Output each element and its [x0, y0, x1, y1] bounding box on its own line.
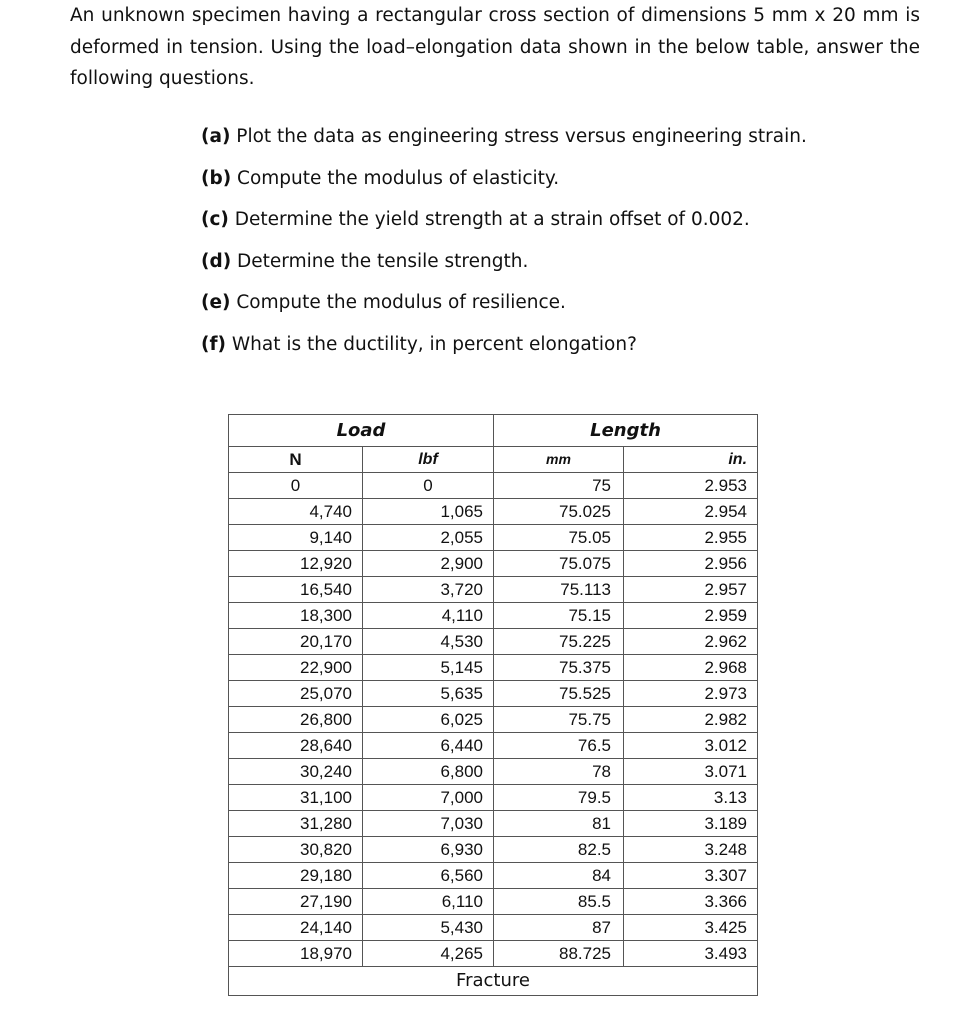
length-in-cell: 3.307: [624, 863, 758, 889]
table-row: [229, 629, 758, 655]
question-c: [201, 205, 881, 247]
load-lbf-cell: 6,440: [363, 733, 494, 759]
table-row: [229, 525, 758, 551]
question-label: (d): [201, 250, 232, 272]
table-row: [229, 577, 758, 603]
load-elongation-table: [228, 414, 757, 996]
length-in-cell: 3.189: [624, 811, 758, 837]
length-mm-cell: 75.025: [494, 499, 624, 525]
load-lbf-cell: 2,055: [363, 525, 494, 551]
unit-header-lbf: lbf: [363, 447, 494, 473]
length-mm-cell: 75.225: [494, 629, 624, 655]
load-n-cell: 12,920: [229, 551, 363, 577]
length-mm-cell: 84: [494, 863, 624, 889]
table-row: [229, 889, 758, 915]
load-n-cell: 30,820: [229, 837, 363, 863]
table-row: [229, 707, 758, 733]
length-in-cell: 3.248: [624, 837, 758, 863]
question-label: (a): [201, 126, 231, 147]
question-text: Determine the tensile strength.: [237, 250, 529, 272]
length-header: Length: [494, 415, 758, 447]
question-list: [201, 122, 881, 372]
question-label: (e): [201, 292, 231, 314]
load-n-cell: 22,900: [229, 655, 363, 681]
length-in-cell: 3.071: [624, 759, 758, 785]
length-mm-cell: 75.075: [494, 551, 624, 577]
length-in-cell: 2.957: [624, 577, 758, 603]
load-lbf-cell: 6,930: [363, 837, 494, 863]
load-lbf-cell: 4,530: [363, 629, 494, 655]
question-e: [201, 288, 881, 330]
length-mm-cell: 85.5: [494, 889, 624, 915]
length-in-cell: 2.959: [624, 603, 758, 629]
load-n-cell: 25,070: [229, 681, 363, 707]
length-mm-cell: 87: [494, 915, 624, 941]
length-in-cell: 2.968: [624, 655, 758, 681]
table-row: [229, 941, 758, 967]
length-mm-cell: 75.375: [494, 655, 624, 681]
question-f: [201, 330, 881, 372]
table-row: [229, 473, 758, 499]
load-lbf-cell: 6,560: [363, 863, 494, 889]
table-row: [229, 759, 758, 785]
load-lbf-cell: 4,110: [363, 603, 494, 629]
question-label: (f): [201, 333, 226, 355]
question-a: [201, 122, 881, 164]
load-n-cell: 29,180: [229, 863, 363, 889]
table-body: [229, 473, 758, 967]
length-mm-cell: 78: [494, 759, 624, 785]
load-n-cell: 20,170: [229, 629, 363, 655]
fracture-label: Fracture: [229, 967, 758, 996]
table-row: [229, 499, 758, 525]
load-n-cell: 27,190: [229, 889, 363, 915]
load-lbf-cell: 7,030: [363, 811, 494, 837]
load-lbf-cell: 6,110: [363, 889, 494, 915]
table-row: [229, 733, 758, 759]
load-lbf-cell: 5,430: [363, 915, 494, 941]
unit-header-n: N: [229, 447, 363, 473]
length-in-cell: 3.13: [624, 785, 758, 811]
length-in-cell: 3.493: [624, 941, 758, 967]
length-mm-cell: 82.5: [494, 837, 624, 863]
load-n-cell: 31,280: [229, 811, 363, 837]
load-lbf-cell: 5,635: [363, 681, 494, 707]
length-mm-cell: 75.113: [494, 577, 624, 603]
table-row: [229, 655, 758, 681]
length-in-cell: 3.012: [624, 733, 758, 759]
length-mm-cell: 81: [494, 811, 624, 837]
load-n-cell: 24,140: [229, 915, 363, 941]
load-lbf-cell: 0: [363, 473, 494, 499]
question-text: Compute the modulus of elasticity.: [237, 167, 560, 189]
table-row: [229, 837, 758, 863]
load-lbf-cell: 4,265: [363, 941, 494, 967]
load-n-cell: 16,540: [229, 577, 363, 603]
table-row: [229, 603, 758, 629]
length-in-cell: 2.953: [624, 473, 758, 499]
problem-statement: An unknown specimen having a rectangular cross section of dimensions 5 mm x 20 mm is deformed in tension. Using the load–elongation data shown in the below table, answer the following questions.: [70, 5, 920, 89]
length-mm-cell: 75.15: [494, 603, 624, 629]
question-text: Compute the modulus of resilience.: [236, 292, 566, 314]
length-mm-cell: 79.5: [494, 785, 624, 811]
load-n-cell: 18,970: [229, 941, 363, 967]
question-label: (b): [201, 167, 232, 189]
length-in-cell: 2.955: [624, 525, 758, 551]
question-label: (c): [201, 209, 229, 231]
length-in-cell: 2.962: [624, 629, 758, 655]
length-in-cell: 2.956: [624, 551, 758, 577]
load-lbf-cell: 7,000: [363, 785, 494, 811]
length-mm-cell: 75.525: [494, 681, 624, 707]
length-in-cell: 3.366: [624, 889, 758, 915]
length-mm-cell: 75.75: [494, 707, 624, 733]
load-n-cell: 0: [229, 473, 363, 499]
load-n-cell: 4,740: [229, 499, 363, 525]
length-in-cell: 2.954: [624, 499, 758, 525]
load-n-cell: 28,640: [229, 733, 363, 759]
load-lbf-cell: 5,145: [363, 655, 494, 681]
load-lbf-cell: 2,900: [363, 551, 494, 577]
load-n-cell: 30,240: [229, 759, 363, 785]
load-n-cell: 26,800: [229, 707, 363, 733]
length-mm-cell: 76.5: [494, 733, 624, 759]
length-mm-cell: 75: [494, 473, 624, 499]
load-lbf-cell: 1,065: [363, 499, 494, 525]
length-in-cell: 3.425: [624, 915, 758, 941]
table-row: [229, 863, 758, 889]
table-row: [229, 915, 758, 941]
question-text: Plot the data as engineering stress versus engineering strain.: [236, 126, 807, 147]
unit-header-mm: mm: [494, 447, 624, 473]
question-text: What is the ductility, in percent elongation?: [231, 333, 637, 355]
question-text: Determine the yield strength at a strain offset of 0.002.: [234, 209, 750, 231]
load-n-cell: 31,100: [229, 785, 363, 811]
length-mm-cell: 75.05: [494, 525, 624, 551]
length-in-cell: 2.982: [624, 707, 758, 733]
load-lbf-cell: 3,720: [363, 577, 494, 603]
table-row: [229, 811, 758, 837]
length-in-cell: 2.973: [624, 681, 758, 707]
table-row: [229, 551, 758, 577]
load-lbf-cell: 6,025: [363, 707, 494, 733]
load-header: Load: [229, 415, 494, 447]
load-n-cell: 18,300: [229, 603, 363, 629]
load-lbf-cell: 6,800: [363, 759, 494, 785]
table-row: [229, 785, 758, 811]
length-mm-cell: 88.725: [494, 941, 624, 967]
table-row: [229, 681, 758, 707]
question-d: [201, 247, 881, 289]
question-b: [201, 164, 881, 206]
unit-header-in: in.: [624, 447, 758, 473]
load-n-cell: 9,140: [229, 525, 363, 551]
